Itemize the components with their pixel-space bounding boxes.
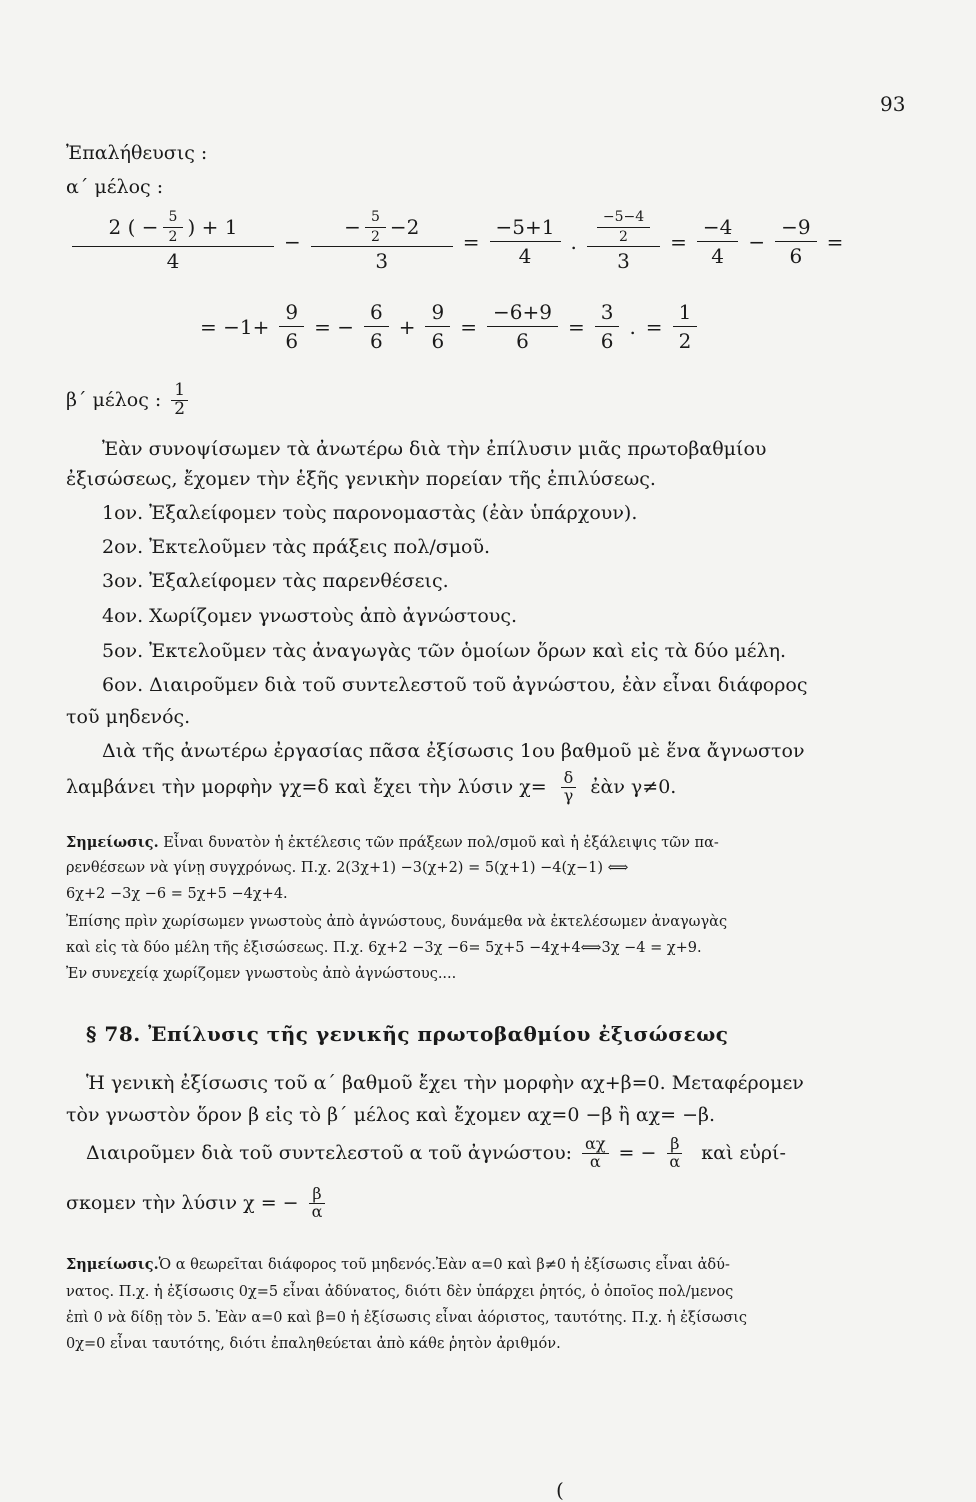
step-3: 3ον. Ἐξαλείφομεν τὰς παρενθέσεις. (102, 570, 449, 592)
section-paragraph-3: σκομεν τὴν λύσιν χ = − $\frac{\beta}{\alpha}$ (66, 1186, 329, 1221)
paragraph-general-form-line1: Διὰ τῆς ἀνωτέρω ἐργασίας πᾶσα ἐξίσωσις 1ου βαθμοῦ μὲ ἕνα ἄγνωστον (102, 740, 805, 762)
step-4: 4ον. Χωρίζομεν γνωστοὺς ἀπὸ ἀγνώστους. (102, 605, 518, 627)
side-b-label: β΄ μέλος : (66, 389, 162, 412)
side-b-line (66, 382, 192, 419)
note-1-line3: 6χ+2 −3χ −6 = 5χ+5 −4χ+4. (66, 886, 288, 902)
fraction-term-6: $\frac{-9}{6}$ (775, 215, 816, 268)
section-paragraph-1-line2: τὸν γνωστὸν ὅρον β εἰς τὸ β΄ μέλος καὶ ἔχομεν αχ=0 −β ἢ αχ= −β. (66, 1104, 716, 1126)
fraction-term-3: $\frac{-5+1}{4}$ (490, 215, 561, 268)
step-5: 5ον. Ἐκτελοῦμεν τὰς ἀναγωγὰς τῶν ὁμοίων ὅρων καὶ εἰς τὰ δύο μέλη. (102, 640, 787, 662)
section-paragraph-1-line1: Ἡ γενικὴ ἐξίσωσις τοῦ α΄ βαθμοῦ ἔχει τὴν μορφὴν αχ+β=0. Μεταφέρομεν (86, 1072, 804, 1094)
note-1-line2: ρενθέσεων νὰ γίνῃ συγχρόνως. Π.χ. 2(3χ+1) −3(χ+2) = 5(χ+1) −4(χ−1) ⟺ (66, 860, 629, 876)
step-6-continued: τοῦ μηδενός. (66, 706, 191, 728)
note-2-line2: νατος. Π.χ. ἡ ἐξίσωσις 0χ=5 εἶναι ἀδύνατος, διότι δὲν ὑπάρχει ῥητός, ὁ ὁποῖος πολ/μενος (66, 1284, 734, 1300)
step-1: 1ον. Ἐξαλείφομεν τοὺς παρονομαστὰς (ἐὰν ὑπάρχουν). (102, 502, 638, 524)
note-1-line5: καὶ εἰς τὰ δύο μέλη τῆς ἐξισώσεως. Π.χ. 6χ+2 −3χ −6= 5χ+5 −4χ+4⟺3χ −4 = χ+9. (66, 940, 702, 956)
note-1-line6: Ἐν συνεχείᾳ χωρίζομεν γνωστοὺς ἀπὸ ἀγνώστους.... (66, 966, 457, 982)
verification-label: Ἐπαλήθευσις : (66, 142, 208, 164)
note-2-line1: Σημείωσις.Ὁ α θεωρεῖται διάφορος τοῦ μηδενός.Ἐὰν α=0 καὶ β≠0 ἡ ἐξίσωσις εἶναι ἀδύ- (66, 1256, 730, 1273)
side-b-fraction: $\frac{1}{2}$ (171, 382, 188, 419)
step-2: 2ον. Ἐκτελοῦμεν τὰς πράξεις πολ/σμοῦ. (102, 536, 491, 558)
paragraph-general-form-line2: λαμβάνει τὴν μορφὴν γχ=δ καὶ ἔχει τὴν λύσιν χ= $\frac{\delta}{\gamma}$ ἐὰν γ≠0. (66, 768, 677, 805)
note-1-line4: Ἐπίσης πρὶν χωρίσωμεν γνωστοὺς ἀπὸ ἀγνώστους, δυνάμεθα νὰ ἐκτελέσωμεν ἀναγωγὰς (66, 914, 728, 930)
fraction-term-1: 2 ( − $\frac{5}{2}$ ) + 1 4 (72, 210, 274, 273)
fraction-term-2: − $\frac{5}{2}$ −2 3 (311, 210, 453, 273)
section-heading: § 78. Ἐπίλυσις τῆς γενικῆς πρωτοβαθμίου ἐξισώσεως (86, 1022, 729, 1046)
note-2-title: Σημείωσις. (66, 1256, 159, 1273)
page-number: 93 (880, 92, 906, 116)
paragraph-summary-line2: ἐξισώσεως, ἔχομεν τὴν ἑξῆς γενικὴν πορείαν τῆς ἐπιλύσεως. (66, 468, 656, 490)
side-a-label: α΄ μέλος : (66, 176, 164, 198)
bottom-mark: ( (556, 1478, 564, 1502)
section-paragraph-2: Διαιροῦμεν διὰ τοῦ συντελεστοῦ α τοῦ ἀγνώστου: $\frac{\alpha\chi}{\alpha}$ = − $\frac{\beta}{\alpha}$ καὶ εὑρί- (86, 1134, 786, 1171)
step-6: 6ον. Διαιροῦμεν διὰ τοῦ συντελεστοῦ τοῦ ἀγνώστου, ἐὰν εἶναι διάφορος (102, 674, 808, 696)
fraction-term-5: $\frac{-4}{4}$ (697, 215, 738, 268)
fraction-term-4: $\frac{\frac{-5-4}{2}}{3}$ (587, 210, 660, 273)
equation-line-2: = −1+ $\frac{9}{6}$ = − $\frac{6}{6}$ + $\frac{9}{6}$ = $\frac{-6+9}{6}$ = $\frac{3}{6}$ . = $\frac{1}{2}$ (200, 300, 697, 353)
note-2-line3: ἐπὶ 0 νὰ δίδῃ τὸν 5. Ἐὰν α=0 καὶ β=0 ἡ ἐξίσωσις εἶναι ἀόριστος, ταυτότης. Π.χ. ἡ ἐξίσωσις (66, 1310, 748, 1326)
note-1-title: Σημείωσις. (66, 834, 159, 851)
note-1-line1: Σημείωσις. Εἶναι δυνατὸν ἡ ἐκτέλεσις τῶν πράξεων πολ/σμοῦ καὶ ἡ ἐξάλειψις τῶν πα- (66, 834, 719, 851)
paragraph-summary-line1: Ἐὰν συνοψίσωμεν τὰ ἀνωτέρω διὰ τὴν ἐπίλυσιν μιᾶς πρωτοβαθμίου (102, 438, 767, 460)
note-2-line4: 0χ=0 εἶναι ταυτότης, διότι ἐπαληθεύεται ἀπὸ κάθε ῥητὸν ἀριθμόν. (66, 1336, 561, 1352)
equation-line-1: 2 ( − $\frac{5}{2}$ ) + 1 4 − − $\frac{5}{2}$ −2 3 = $\frac{-5+1}{4}$ . $\frac{\frac{-5-4}{2}}{3}$ = $\frac{-4}{4}$ − $\frac{-9}{6}$ = (72, 210, 843, 273)
